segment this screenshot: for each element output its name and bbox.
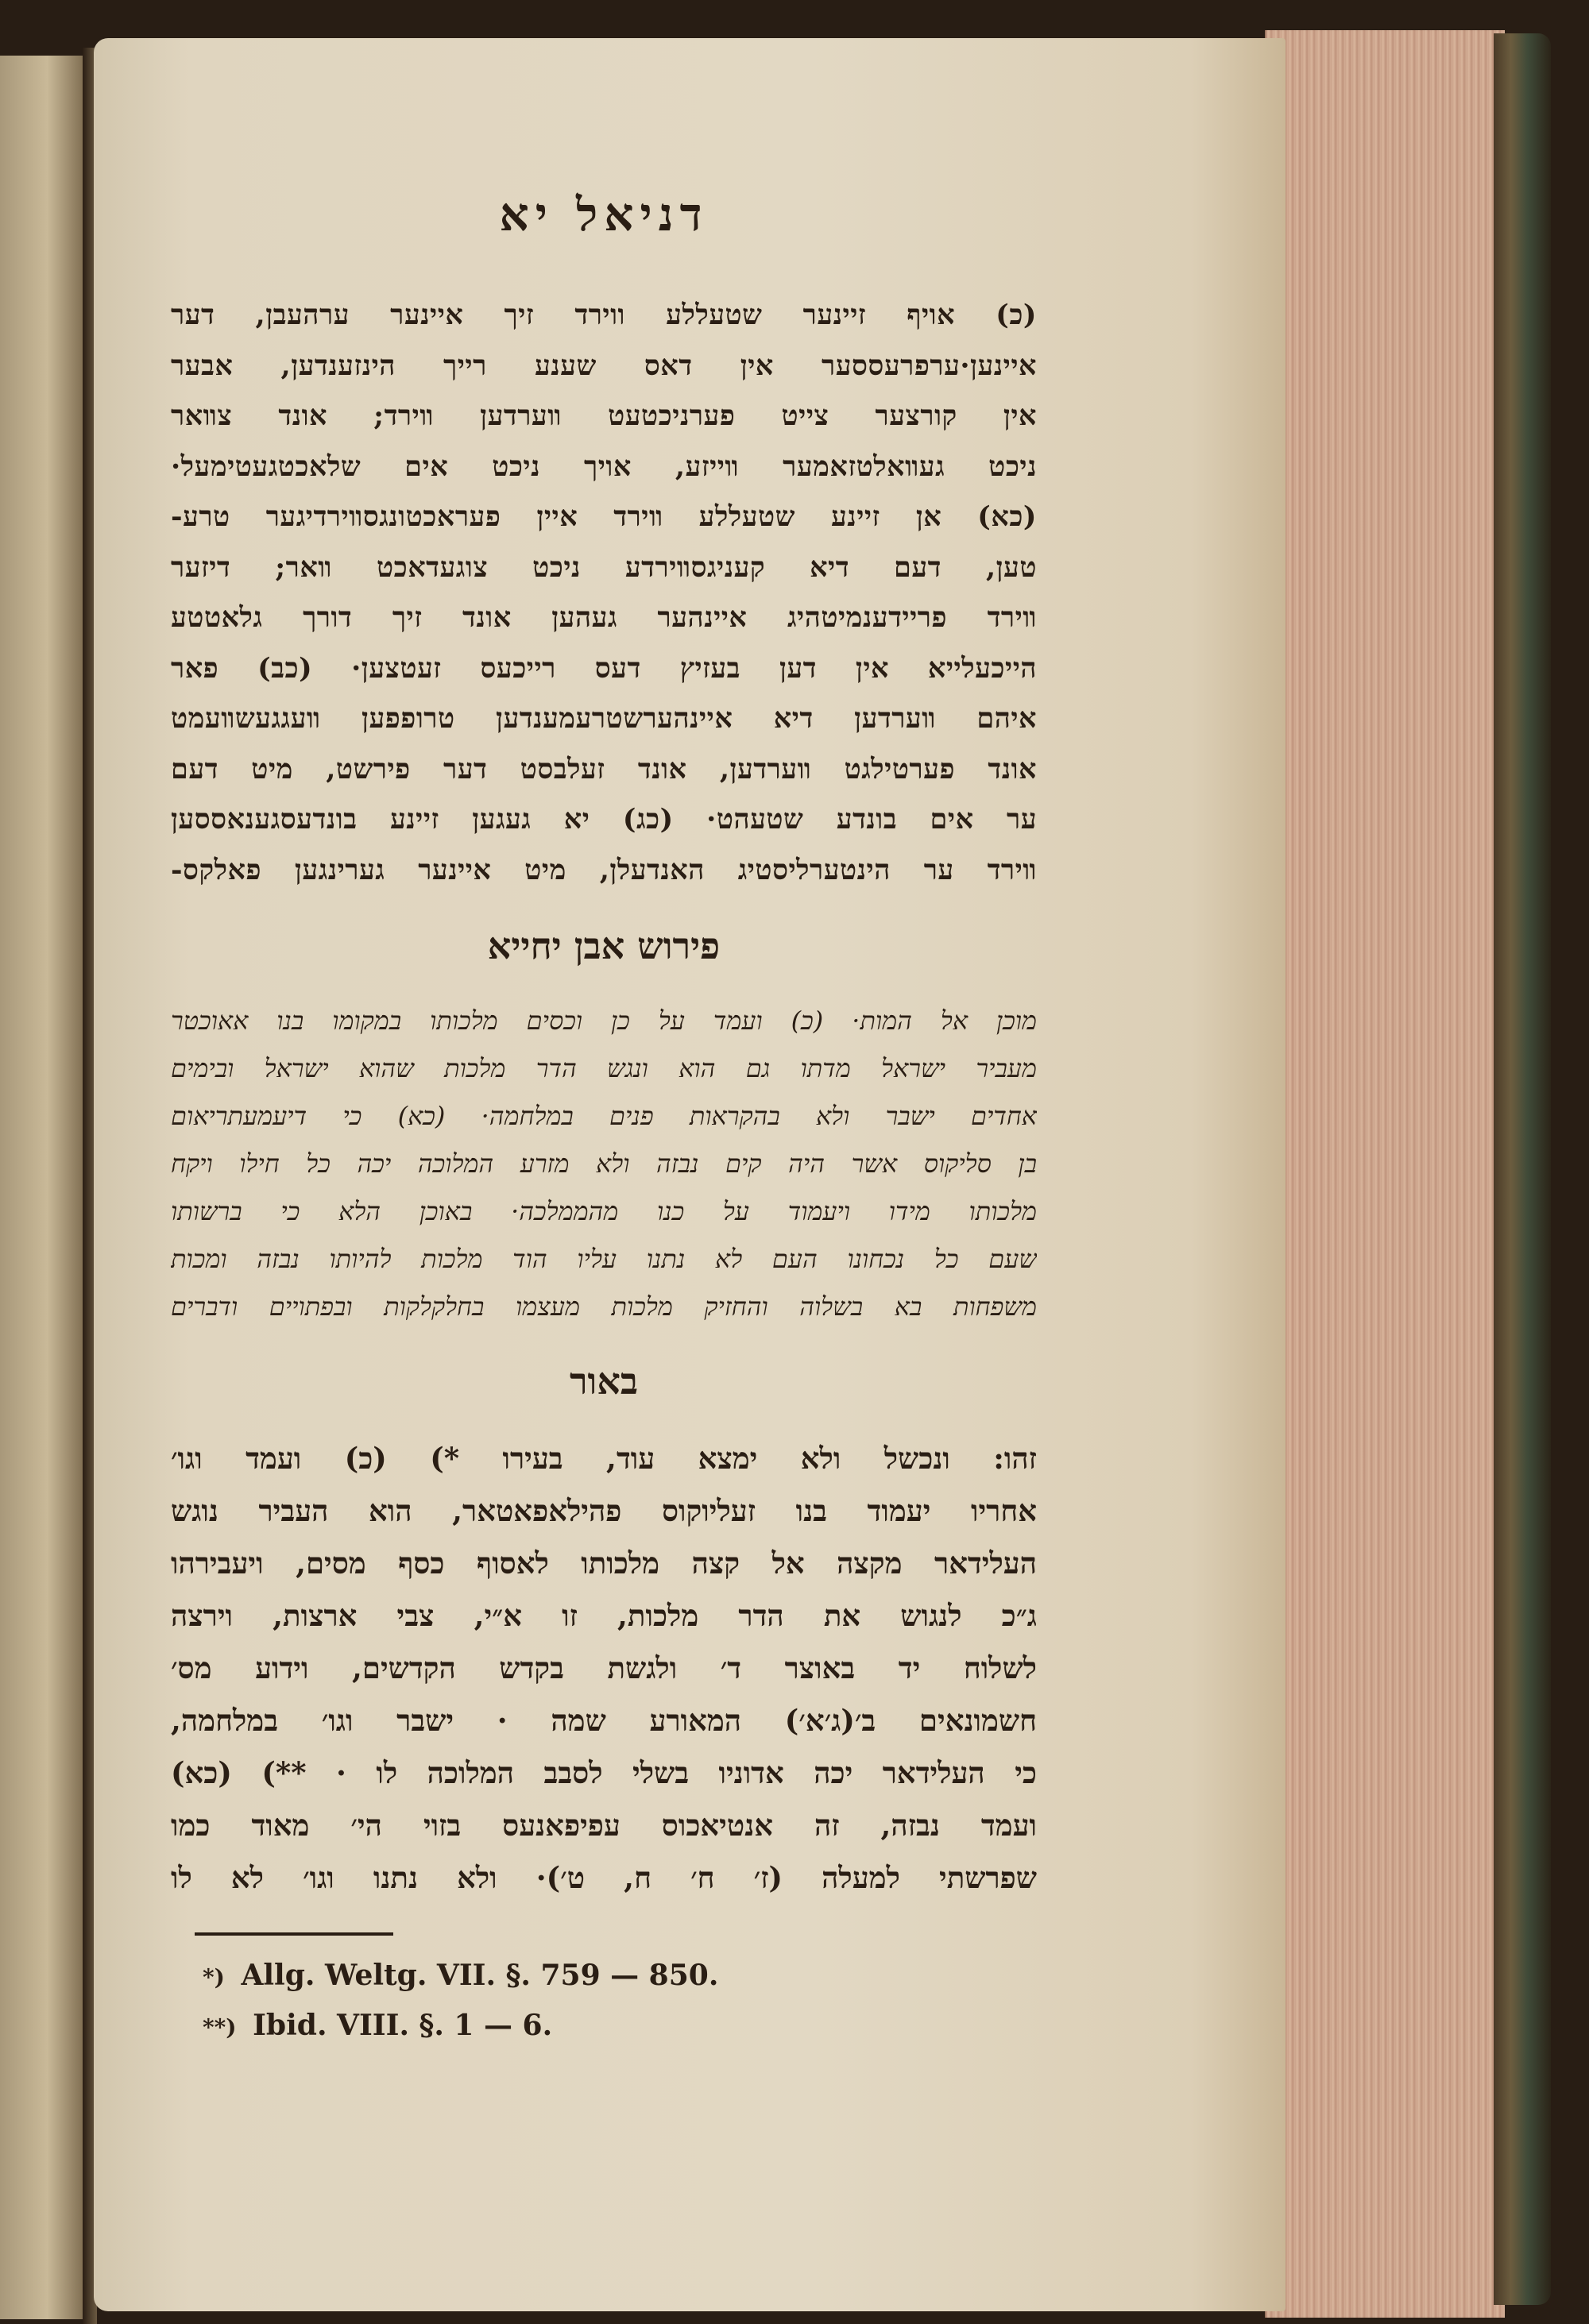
biur-text	[171, 1432, 1037, 1904]
text-line: שפרשתי למעלה (ז׳ ח׳ ח, ט׳)· ולא נתנו וגו׳ לא לו	[171, 1860, 1037, 1895]
text-line: כי העלידאר יכה אדוניו בשלי לסבב המלוכה לו · **) (כא)	[171, 1755, 1037, 1790]
text-line: װירד ער הינטערליסטיג האנדעלן, מיט איינער גערינגען פאלקס-	[171, 853, 1037, 886]
footnote	[203, 2002, 1037, 2052]
cover-board	[1494, 33, 1551, 2305]
footnote-text: Allg. Weltg. VII. §. 759 — 850.	[241, 1959, 719, 1992]
footnote-divider	[195, 1932, 393, 1936]
text-line: איינען·ערפרעססער אין דאס שענע רייך הינזענדען, אבער	[171, 349, 1037, 382]
yiddish-translation	[171, 290, 1037, 895]
text-line: (כא) אן זיינע שטעללע װירד איין פעראכטונגסװירדיגער טרע-	[171, 500, 1037, 533]
text-line: הייכעלייא אין דען בעזיץ דעס רייכעס זעטצען· (כב) פאר	[171, 651, 1037, 685]
page-text	[171, 187, 1037, 2052]
text-line: אחדים ישבר ולא בהקראות פנים במלחמה· (כא) כי דיעמעתריאום	[171, 1101, 1037, 1131]
text-line: משפחות בא בשלוה והחזיק מלכות מעצמו בחלקלקות ובפתויים ודברים	[171, 1291, 1037, 1322]
text-line: אונד פערטילגט װערדען, אונד זעלבסט דער פירשט, מיט דעם	[171, 752, 1037, 786]
commentary-title: פירוש אבן יחייא	[487, 925, 721, 967]
footnote-text: Ibid. VIII. §. 1 — 6.	[253, 2009, 553, 2042]
text-line: העלידאר מקצה אל קצה מלכותו לאסוף כסף מסים, ויעבירהו	[171, 1546, 1037, 1581]
footnotes	[171, 1951, 1037, 2052]
footnote	[203, 1951, 1037, 2002]
text-line: װירד פריידענמיטהיג איינהער געהען אונד זיך דורך גלאטטע	[171, 601, 1037, 634]
text-line: מלכותו מידו ויעמוד על כנו מהממלכה· באוכן הלא כי ברשותו	[171, 1196, 1037, 1226]
text-line: זהו: ונכשל ולא ימצא עוד, בעירו *) (כ) ועמד וגו׳	[171, 1441, 1037, 1476]
text-line: ג״כ לנגוש את הדר מלכות, זו א״י, צבי ארצות, וירצה	[171, 1598, 1037, 1633]
left-page-edge	[0, 56, 89, 2319]
commentary-text	[171, 997, 1037, 1330]
text-line: לשלוח יד באוצר ד׳ ולגשת בקדש הקדשים, וידוע מס׳	[171, 1650, 1037, 1685]
text-line: מעביר ישראל מדתו גם הוא ונגש הדר מלכות שהוא ישראל ובימים	[171, 1053, 1037, 1083]
text-line: אחריו יעמוד בנו זעליוקוס פהילאפאטאר, הוא העביר נוגש	[171, 1493, 1037, 1528]
text-line: ועמד נבזה, זה אנטיאכוס עפיפאנעס בזוי הי׳ מאוד כמו	[171, 1808, 1037, 1843]
text-line: איהם װערדען דיא איינהערשטרעמענדען טרופפען װעגגעשװעמט	[171, 702, 1037, 735]
biur-title: באור	[569, 1360, 639, 1403]
text-line: שעם כל נכחונו העם לא נתנו עליו הוד מלכות להיותו נבזה ומכות	[171, 1244, 1037, 1274]
footnote-mark: *)	[203, 1964, 225, 1990]
text-line: בן סליקוס אשר היה קים נבזה ולא מזרע המלוכה יכה כל חילו ויקח	[171, 1148, 1037, 1179]
text-line: חשמונאים ב׳(ג׳א׳) המאורע שמה · ישבר וגו׳ במלחמה,	[171, 1703, 1037, 1738]
footnote-mark: **)	[203, 2014, 237, 2040]
page-header: דניאל יא	[499, 187, 709, 241]
text-line: ער אים בונדע שטעהט· (כג) יא געגען זיינע בונדעסגענאססען	[171, 803, 1037, 836]
page-fore-edge	[1265, 30, 1505, 2318]
text-line: אין קורצער צייט פערניכטעט װערדען װירד; אונד צװאר	[171, 400, 1037, 432]
text-line: ניכט געװאלטזאמער װייזע, אויך ניכט אים שלאכטגעטימעל·	[171, 450, 1037, 483]
text-line: טען, דעם דיא קעניגסװירדע ניכט צוגעדאכט װאר; דיזער	[171, 550, 1037, 584]
text-line: (כ) אויף זיינער שטעללע ווירד זיך איינער ערהעבן, דער	[171, 299, 1037, 331]
text-line: מוכן אל המות· (כ) ועמד על כן וכסים מלכותו במקומו בנו אאוכטר	[171, 1006, 1037, 1036]
